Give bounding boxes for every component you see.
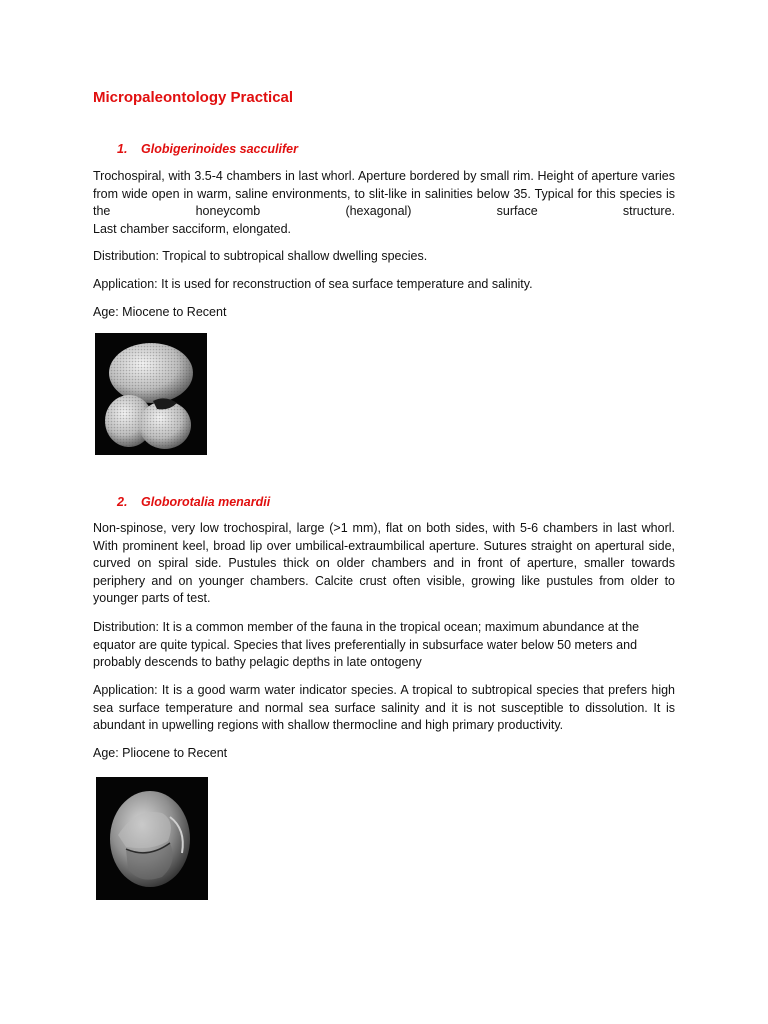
application-text: Application: It is a good warm water indicator species. A tropical to subtropical species that prefers high sea surface temperature and normal sea surface salinity and it is not susceptible to dissolution. It is abundant in upwelling regions with shallow thermocline and high primary productivity. xyxy=(93,683,675,733)
section-heading-menardii xyxy=(117,495,270,509)
description-text: Non-spinose, very low trochospiral, large (>1 mm), flat on both sides, with 5-6 chambers in last whorl. With prominent keel, broad lip over umbilical-extraumbilical aperture. Sutures straight on apertural side, curved on spiral side. Pustules thick on older chambers and in front of aperture, smaller towards periphery and on younger chambers. Calcite crust often visible, growing like pustules from older to younger parts of test. xyxy=(93,521,675,606)
distribution-text: Distribution: It is a common member of the fauna in the tropical ocean; maximum abundance at the equator are quite typical. Species that lives preferentially in subsurface water below 50 meters and probably descends to bathy pelagic depths in late ontogeny xyxy=(93,620,640,670)
application-text: Application: It is used for reconstruction of sea surface temperature and salinity. xyxy=(93,277,533,291)
description-paragraph xyxy=(93,168,675,238)
distribution-text: Distribution: Tropical to subtropical shallow dwelling species. xyxy=(93,249,428,263)
foraminifera-menardii-micrograph xyxy=(96,777,208,900)
description-text: Trochospiral, with 3.5-4 chambers in last whorl. Aperture bordered by small rim. Height of aperture varies from wide open in warm, saline environments, to slit-like in salinities below 35. Typical for this species is the honeycomb (hexagonal) surface structure. xyxy=(93,169,675,219)
section-heading-sacculifer xyxy=(117,142,298,156)
page-title: Micropaleontology Practical xyxy=(93,89,294,106)
menardii-image-icon xyxy=(96,777,208,900)
age-text: Age: Miocene to Recent xyxy=(93,305,227,319)
species-name: Globigerinoides sacculifer xyxy=(141,142,298,156)
species-name: Globorotalia menardii xyxy=(141,495,271,509)
section-number: 2. xyxy=(117,495,128,509)
age-text: Age: Pliocene to Recent xyxy=(93,746,228,760)
foraminifera-sacculifer-micrograph xyxy=(95,333,207,455)
description-text-last: Last chamber sacciform, elongated. xyxy=(93,221,292,236)
sacculifer-image-icon xyxy=(95,333,207,455)
section-number: 1. xyxy=(117,142,128,156)
